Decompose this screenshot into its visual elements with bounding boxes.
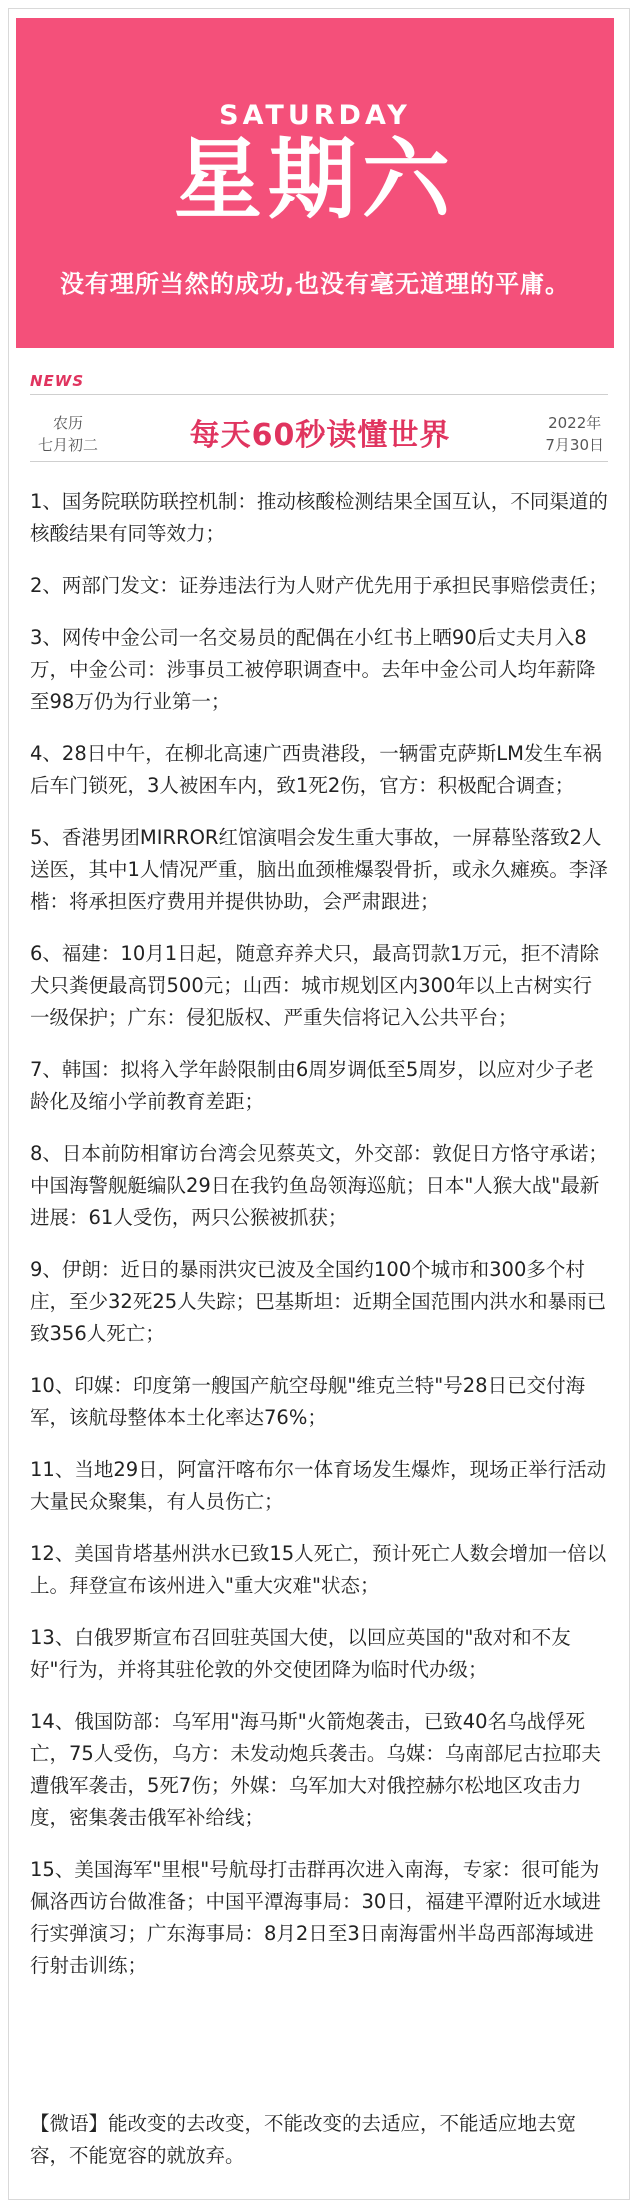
news-item-9: 9、伊朗：近日的暴雨洪灾已波及全国约100个城市和300多个村庄，至少32死25人失踪；巴基斯坦：近期全国范围内洪水和暴雨已致356人死亡； bbox=[30, 1258, 607, 1345]
weekday-cn: 星期六 bbox=[173, 128, 456, 231]
news-item-11: 11、当地29日，阿富汗喀布尔一体育场发生爆炸，现场正举行活动大量民众聚集，有人员伤亡； bbox=[30, 1458, 607, 1513]
header-rule-top bbox=[30, 394, 608, 395]
banner-motto: 没有理所当然的成功,也没有毫无道理的平庸。 bbox=[59, 270, 571, 298]
header-rule-bottom bbox=[30, 461, 608, 462]
news-item-10: 10、印媒：印度第一艘国产航空母舰"维克兰特"号28日已交付海军，该航母整体本土化率达76%； bbox=[30, 1374, 586, 1429]
news-item-15: 15、美国海军"里根"号航母打击群再次进入南海，专家：很可能为佩洛西访台做准备；中国平潭海事局：30日，福建平潭附近水域进行实弹演习；广东海事局：8月2日至3日南海雷州半岛西部海域进行射击训练； bbox=[30, 1858, 601, 1977]
news-item-1: 1、国务院联防联控机制：推动核酸检测结果全国互认，不同渠道的核酸结果有同等效力； bbox=[30, 490, 608, 545]
news-item-5: 5、香港男团MIRROR红馆演唱会发生重大事故，一屏幕坠落致2人送医，其中1人情况严重，脑出血颈椎爆裂骨折，或永久瘫痪。李泽楷：将承担医疗费用并提供协助，会严肃跟进； bbox=[30, 826, 608, 913]
news-item-8: 8、日本前防相窜访台湾会见蔡英文，外交部：敦促日方恪守承诺；中国海警舰艇编队29日在我钓鱼岛领海巡航；日本"人猴大战"最新进展：61人受伤，两只公猴被抓获； bbox=[30, 1142, 608, 1229]
news-list bbox=[30, 486, 610, 2002]
date-block bbox=[545, 412, 604, 456]
news-item-2: 2、两部门发文：证券违法行为人财产优先用于承担民事赔偿责任； bbox=[30, 574, 608, 597]
news-item-3: 3、网传中金公司一名交易员的配偶在小红书上晒90后丈夫月入8万，中金公司：涉事员工被停职调查中。去年中金公司人均年薪降至98万仍为行业第一； bbox=[30, 626, 596, 713]
lunar-date: 七月初二 bbox=[38, 436, 99, 454]
news-item-14: 14、俄国防部：乌军用"海马斯"火箭炮袭击，已致40名乌战俘死亡，75人受伤，乌方：未发动炮兵袭击。乌媒：乌南部尼古拉耶夫遭俄军袭击，5死7伤；外媒：乌军加大对俄控赫尔松地区攻击力度，密集袭击俄军补给线； bbox=[30, 1710, 601, 1829]
lunar-label: 农历 bbox=[53, 414, 84, 432]
weekday-en: SATURDAY bbox=[219, 100, 411, 131]
weiyu-quote: 【微语】能改变的去改变，不能改变的去适应，不能适应地去宽容，不能宽容的就放弃。 bbox=[30, 2112, 577, 2167]
page-title: 每天60秒读懂世界 bbox=[189, 418, 451, 453]
news-item-12: 12、美国肯塔基州洪水已致15人死亡，预计死亡人数会增加一倍以上。拜登宣布该州进入"重大灾难"状态； bbox=[30, 1542, 607, 1597]
news-item-6: 6、福建：10月1日起，随意弃养犬只，最高罚款1万元，拒不清除犬只粪便最高罚500元；山西：城市规划区内300年以上古树实行一级保护；广东：侵犯版权、严重失信将记入公共平台； bbox=[30, 942, 600, 1029]
date-month-day: 7月30日 bbox=[545, 436, 604, 454]
news-item-7: 7、韩国：拟将入学年龄限制由6周岁调低至5周岁，以应对少子老龄化及缩小学前教育差距； bbox=[30, 1058, 594, 1113]
banner bbox=[16, 18, 614, 348]
news-item-13: 13、白俄罗斯宣布召回驻英国大使，以回应英国的"敌对和不友好"行为，并将其驻伦敦的外交使团降为临时代办级； bbox=[30, 1626, 571, 1681]
news-item-4: 4、28日中午，在柳北高速广西贵港段，一辆雷克萨斯LM发生车祸后车门锁死，3人被困车内，致1死2伤，官方：积极配合调查； bbox=[30, 742, 602, 797]
date-year: 2022年 bbox=[548, 414, 602, 432]
news-label: NEWS bbox=[30, 372, 85, 390]
